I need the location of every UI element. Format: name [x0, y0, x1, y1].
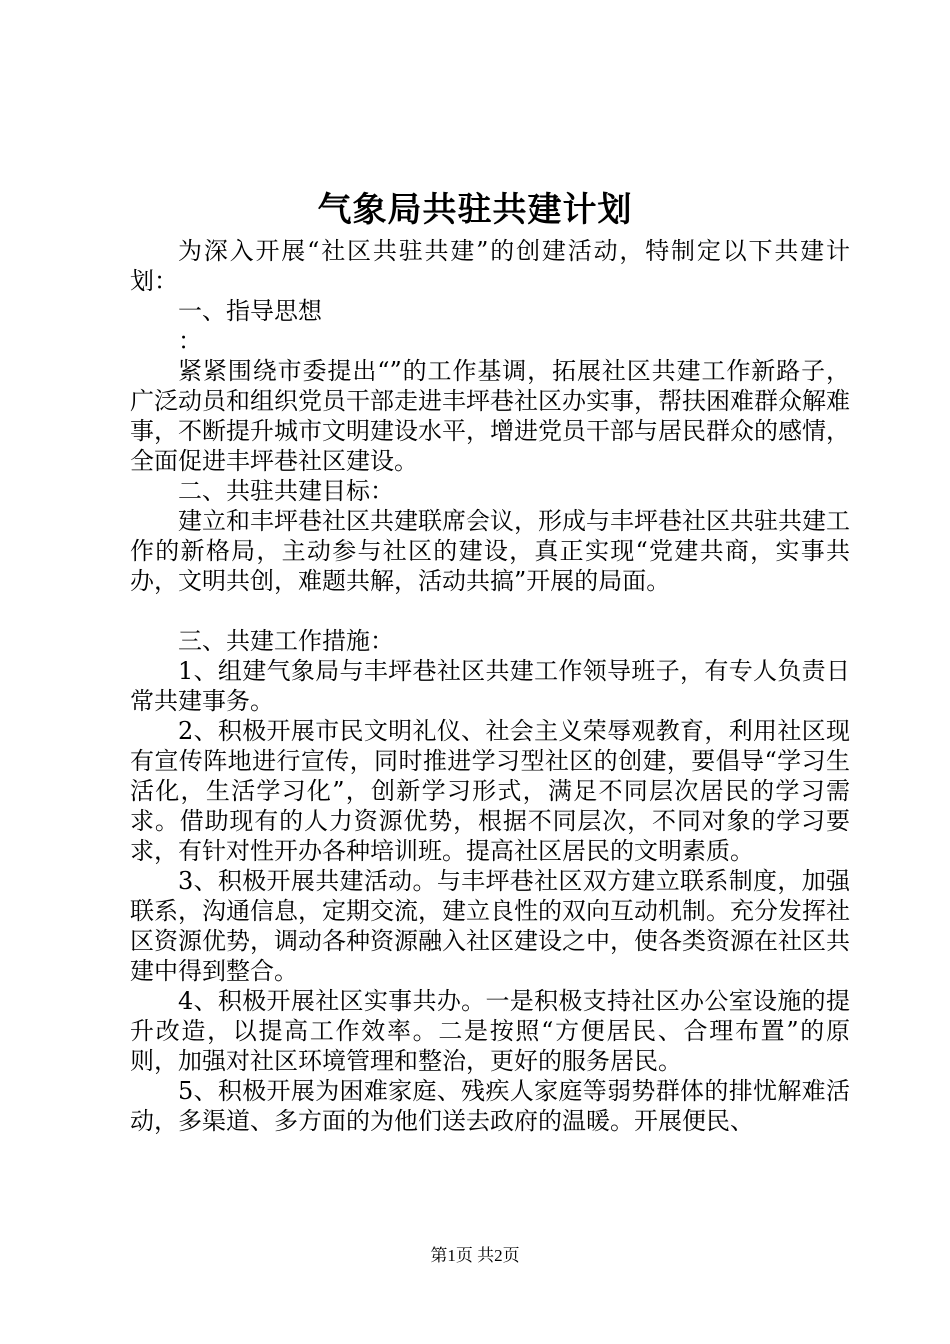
paragraph-goals-content: 建立和丰坪巷社区共建联席会议，形成与丰坪巷社区共驻共建工作的新格局，主动参与社区的建设，真正实现“党建共商，实事共办，文明共创，难题共解，活动共搞”开展的局面。 — [130, 507, 850, 595]
paragraph-spacer — [130, 596, 850, 626]
paragraph-guiding-content: 紧紧围绕市委提出“”的工作基调，拓展社区共建工作新路子，广泛动员和组织党员干部走进丰坪巷社区办实事，帮扶困难群众解难事，不断提升城市文明建设水平，增进党员干部与居民群众的感情，全面促进丰坪巷社区建设。 — [130, 357, 850, 475]
paragraph-colon: ： — [178, 327, 202, 355]
page-number-footer: 第1页 共2页 — [430, 1246, 520, 1265]
heading-measures: 三、共建工作措施： — [178, 627, 394, 655]
measure-item-2: 2、积极开展市民文明礼仪、社会主义荣辱观教育，利用社区现有宣传阵地进行宣传，同时推进学习型社区的创建，要倡导“学习生活化，生活学习化”，创新学习形式，满足不同层次居民的学习需求。借助现有的人力资源优势，根据不同层次，不同对象的学习要求，有针对性开办各种培训班。提高社区居民的文明素质。 — [130, 717, 850, 865]
document-body — [130, 236, 850, 1136]
heading-guiding-ideology: 一、指导思想 — [178, 297, 322, 325]
paragraph-intro: 为深入开展“社区共驻共建”的创建活动，特制定以下共建计划： — [130, 237, 850, 295]
measure-item-3: 3、积极开展共建活动。与丰坪巷社区双方建立联系制度，加强联系，沟通信息，定期交流，建立良性的双向互动机制。充分发挥社区资源优势，调动各种资源融入社区建设之中，使各类资源在社区共建中得到整合。 — [130, 867, 850, 985]
document-title: 气象局共驻共建计划 — [317, 190, 633, 230]
heading-goals: 二、共驻共建目标： — [178, 477, 394, 505]
measure-item-4: 4、积极开展社区实事共办。一是积极支持社区办公室设施的提升改造，以提高工作效率。二是按照“方便居民、合理布置”的原则，加强对社区环境管理和整治，更好的服务居民。 — [130, 987, 850, 1075]
measure-item-1: 1、组建气象局与丰坪巷社区共建工作领导班子，有专人负责日常共建事务。 — [130, 657, 850, 715]
measure-item-5: 5、积极开展为困难家庭、残疾人家庭等弱势群体的排忧解难活动，多渠道、多方面的为他们送去政府的温暖。开展便民、 — [130, 1077, 850, 1135]
